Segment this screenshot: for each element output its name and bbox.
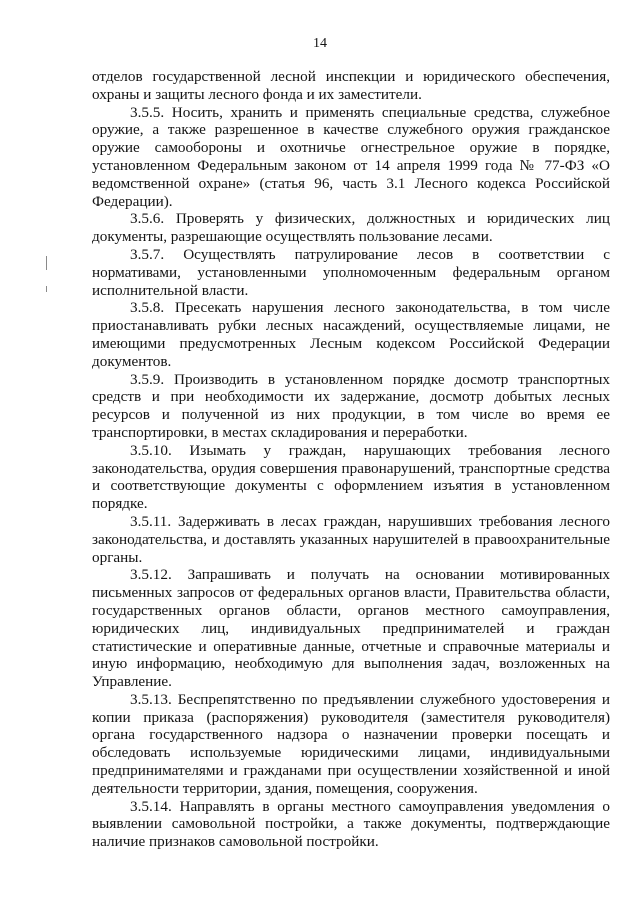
paragraph-3-5-13: 3.5.13. Беспрепятственно по предъявлении служебного удостоверения и копии приказа (распоряжения) руководителя (заместителя руководителя) органа государственного надзора о назначении проверки посещать и обследовать используемые юридическими лицами, индивидуальными предпринимателями и гражданами при осуществлении хозяйственной и иной деятельности территории, здания, помещения, сооружения. [92, 690, 610, 797]
body-text [92, 68, 610, 851]
paragraph-continuation: отделов государственной лесной инспекции и юридического обеспечения, охраны и защиты лесного фонда и их заместители. [92, 68, 610, 103]
paragraph-3-5-5: 3.5.5. Носить, хранить и применять специальные средства, служебное оружие, а также разрешенное в качестве служебного оружия гражданское оружие самообороны и охотничье огнестрельное оружие в порядке, установленном Федеральным законом от 14 апреля 1999 года № 77-ФЗ «О ведомственной охране» (статья 96, часть 3.1 Лесного кодекса Российской Федерации). [92, 103, 610, 210]
margin-mark [46, 286, 47, 292]
paragraph-3-5-11: 3.5.11. Задерживать в лесах граждан, нарушивших требования лесного законодательства, и доставлять указанных нарушителей в правоохранительные органы. [92, 512, 610, 566]
paragraph-3-5-8: 3.5.8. Пресекать нарушения лесного законодательства, в том числе приостанавливать рубки лесных насаждений, осуществляемые лицами, не имеющими предусмотренных Лесным кодексом Российской Федерации документов. [92, 299, 610, 370]
paragraph-3-5-9: 3.5.9. Производить в установленном порядке досмотр транспортных средств и при необходимости их задержание, досмотр добытых лесных ресурсов и полученной из них продукции, в том числе во время ее транспортировки, в местах складирования и переработки. [92, 370, 610, 441]
paragraph-3-5-10: 3.5.10. Изымать у граждан, нарушающих требования лесного законодательства, орудия совершения правонарушений, транспортные средства и соответствующие документы с оформлением изъятия в установленном порядке. [92, 441, 610, 513]
paragraph-3-5-6: 3.5.6. Проверять у физических, должностных и юридических лиц документы, разрешающие осуществлять пользование лесами. [92, 210, 610, 246]
page-number: 14 [313, 36, 327, 51]
margin-mark [46, 256, 47, 270]
paragraph-3-5-14: 3.5.14. Направлять в органы местного самоуправления уведомления о выявлении самовольной постройки, а также документы, подтверждающие наличие признаков самовольной постройки. [92, 797, 610, 851]
paragraph-3-5-12: 3.5.12. Запрашивать и получать на основании мотивированных письменных запросов от федеральных органов власти, Правительства области, государственных органов области, органов местного самоуправления, юридических лиц, индивидуальных предпринимателей и граждан статистические и оперативные данные, отчетные и справочные материалы и иную информацию, необходимую для выполнения задач, возложенных на Управление. [92, 566, 610, 691]
paragraph-3-5-7: 3.5.7. Осуществлять патрулирование лесов в соответствии с нормативами, установленными уполномоченным федеральным органом исполнительной власти. [92, 245, 610, 299]
